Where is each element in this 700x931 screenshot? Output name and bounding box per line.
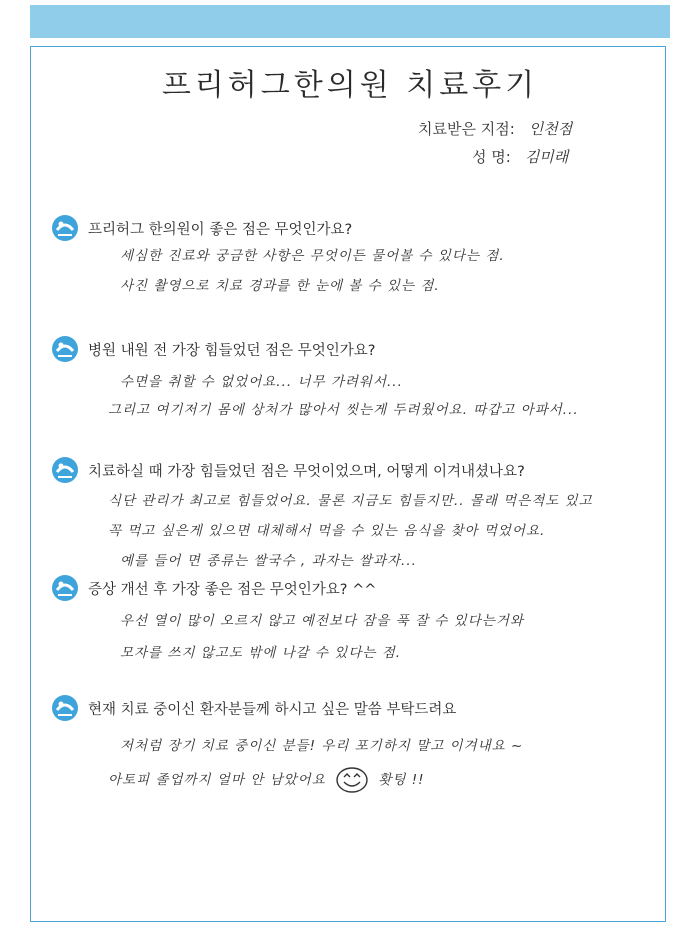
answer-line: 식단 관리가 최고로 힘들었어요. 물론 지금도 힘들지만.. 몰래 먹은적도 있고 (108, 493, 593, 509)
clinic-branch-value: 인천점 (528, 120, 573, 138)
question-text: 치료하실 때 가장 힘들었던 점은 무엇이었으며, 어떻게 이겨내셨나요? (88, 463, 525, 480)
question-4 (50, 573, 376, 603)
question-text: 증상 개선 후 가장 좋은 점은 무엇인가요? ^^ (88, 581, 377, 598)
clinic-logo-icon (50, 213, 80, 243)
answer-line: 저처럼 장기 치료 중이신 분들! 우리 포기하지 말고 이겨내요 ~ (120, 738, 524, 754)
answer-line: 사진 촬영으로 치료 경과를 한 눈에 볼 수 있는 점. (120, 278, 440, 294)
answer-line: 예를 들어 면 종류는 쌀국수 , 과자는 쌀과자... (120, 553, 417, 569)
clinic-logo-icon (50, 693, 80, 723)
header-band (30, 5, 670, 38)
clinic-logo-icon (50, 573, 80, 603)
patient-name-value: 김미래 (524, 148, 569, 166)
page-title: 프리허그한의원 치료후기 (161, 68, 539, 103)
answer-line: 세심한 진료와 궁금한 사항은 무엇이든 물어볼 수 있다는 점. (120, 248, 505, 264)
clinic-branch-label: 치료받은 지점: (418, 120, 515, 138)
question-1 (50, 213, 352, 243)
answer-line: 꼭 먹고 싶은게 있으면 대체해서 먹을 수 있는 음식을 찾아 먹었어요. (108, 523, 546, 539)
question-3 (50, 455, 525, 485)
patient-name-label: 성 명: (472, 148, 511, 166)
answer-line: 모자를 쓰지 않고도 밖에 나갈 수 있다는 점. (120, 645, 402, 661)
answer-line (108, 766, 425, 794)
question-text: 현재 치료 중이신 환자분들께 하시고 싶은 말씀 부탁드려요 (88, 701, 457, 718)
answer-line: 우선 열이 많이 오르지 않고 예전보다 잠을 푹 잘 수 있다는거와 (120, 613, 524, 629)
answer-text: 아토피 졸업까지 얼마 안 남았어요 (108, 772, 326, 788)
smiley-face-icon (335, 766, 369, 794)
question-text: 프리허그 한의원이 좋은 점은 무엇인가요? (88, 221, 353, 238)
answer-line: 수면을 취할 수 없었어요... 너무 가려워서... (120, 374, 403, 390)
clinic-logo-icon (50, 455, 80, 485)
answer-line: 그리고 여기저기 몸에 상처가 많아서 씻는게 두려웠어요. 따갑고 아파서... (108, 402, 579, 418)
answer-text: 홧팅 !! (378, 772, 425, 788)
question-5 (50, 693, 456, 723)
clinic-logo-icon (50, 334, 80, 364)
question-text: 병원 내원 전 가장 힘들었던 점은 무엇인가요? (88, 342, 376, 359)
question-2 (50, 334, 375, 364)
patient-name (472, 146, 568, 167)
clinic-branch (418, 118, 572, 139)
